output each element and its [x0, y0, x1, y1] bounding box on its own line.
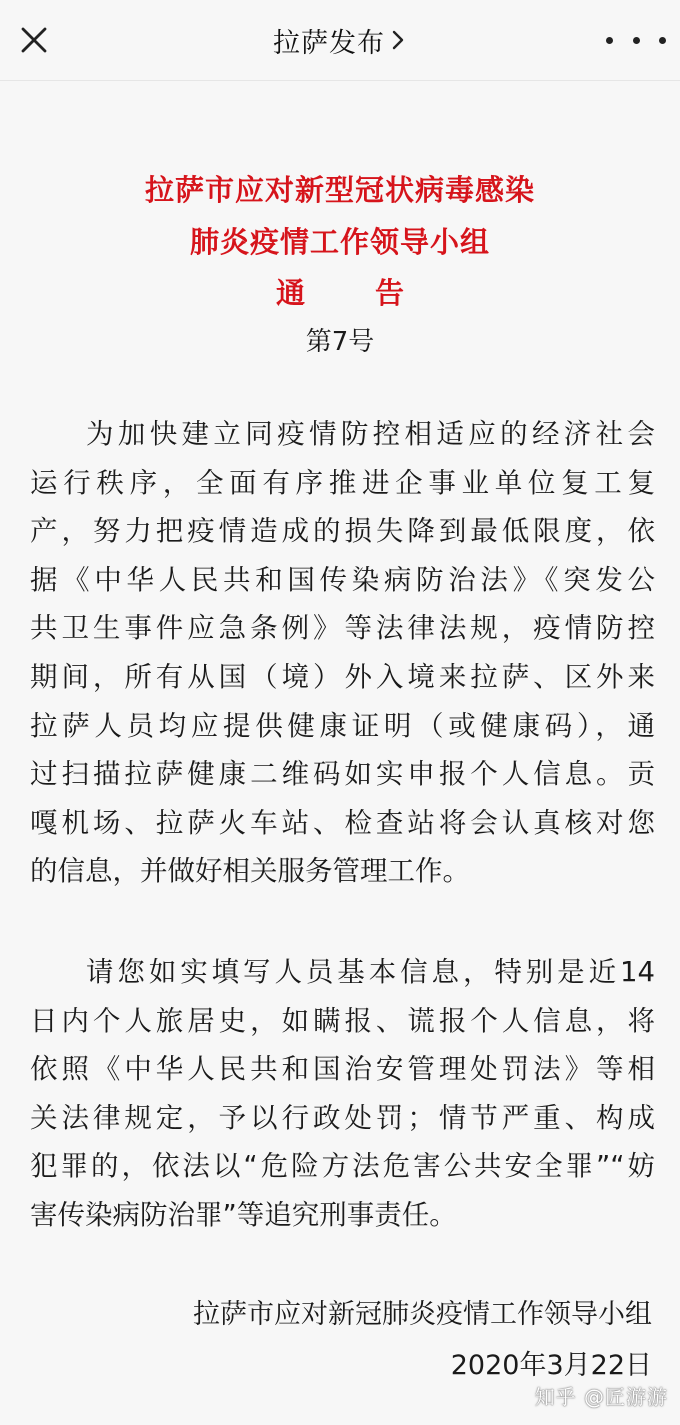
paragraph-line: 拉萨人员均应提供健康证明（或健康码），通: [30, 709, 655, 742]
paragraph-line: 嘎机场、拉萨火车站、检查站将会认真核对您: [30, 806, 655, 839]
paragraph-line: 期间，所有从国（境）外入境来拉萨、区外来: [30, 660, 655, 693]
top-bar: [0, 0, 680, 81]
more-button[interactable]: [606, 20, 666, 60]
paragraph-line: 据《中华人民共和国传染病防治法》《突发公: [30, 563, 655, 596]
paragraph-line: 的信息，并做好相关服务管理工作。: [30, 855, 470, 888]
more-dot-icon: [633, 37, 640, 44]
notice-title-line2: 肺炎疫情工作领导小组: [189, 225, 490, 259]
paragraph-line: 日内个人旅居史，如瞒报、谎报个人信息，将: [30, 1004, 655, 1037]
account-title-link[interactable]: [200, 0, 480, 80]
paragraph-line: 运行秩序，全面有序推进企事业单位复工复: [30, 466, 655, 499]
notice-number: 第7号: [305, 327, 375, 357]
paragraph-line: 关法律规定，予以行政处罚；情节严重、构成: [30, 1101, 655, 1134]
paragraph-line: 依照《中华人民共和国治安管理处罚法》等相: [30, 1053, 655, 1086]
more-dot-icon: [606, 37, 613, 44]
notice-title-line3: 通告: [275, 276, 474, 310]
account-title: 拉萨发布: [273, 27, 385, 59]
paragraph-line: 害传染病防治罪”等追究刑事责任。: [30, 1198, 457, 1231]
more-dot-icon: [659, 37, 666, 44]
paragraph-line: 请您如实填写人员基本信息，特别是近14: [86, 956, 655, 988]
paragraph-line: 过扫描拉萨健康二维码如实申报个人信息。贡: [30, 758, 655, 791]
close-button[interactable]: [14, 20, 54, 60]
paragraph-line: 犯罪的，依法以“危险方法危害公共安全罪”“妨: [30, 1150, 655, 1183]
notice-title-line1: 拉萨市应对新型冠状病毒感染: [144, 173, 535, 207]
body-paragraph-2: [30, 948, 655, 1240]
paragraph-line: 产，努力把疫情造成的损失降到最低限度，依: [30, 515, 655, 548]
watermark: 知乎 @匠游游: [534, 1385, 668, 1409]
paragraph-line: 共卫生事件应急条例》等法律法规，疫情防控: [30, 612, 655, 645]
issue-date: 2020年3月22日: [450, 1350, 652, 1381]
issuer-signature: 拉萨市应对新冠肺炎疫情工作领导小组: [193, 1299, 652, 1330]
paragraph-line: 为加快建立同疫情防控相适应的经济社会: [86, 418, 655, 450]
chevron-right-icon: [389, 27, 407, 53]
close-icon: [14, 20, 54, 60]
body-paragraph-1: [30, 410, 655, 896]
